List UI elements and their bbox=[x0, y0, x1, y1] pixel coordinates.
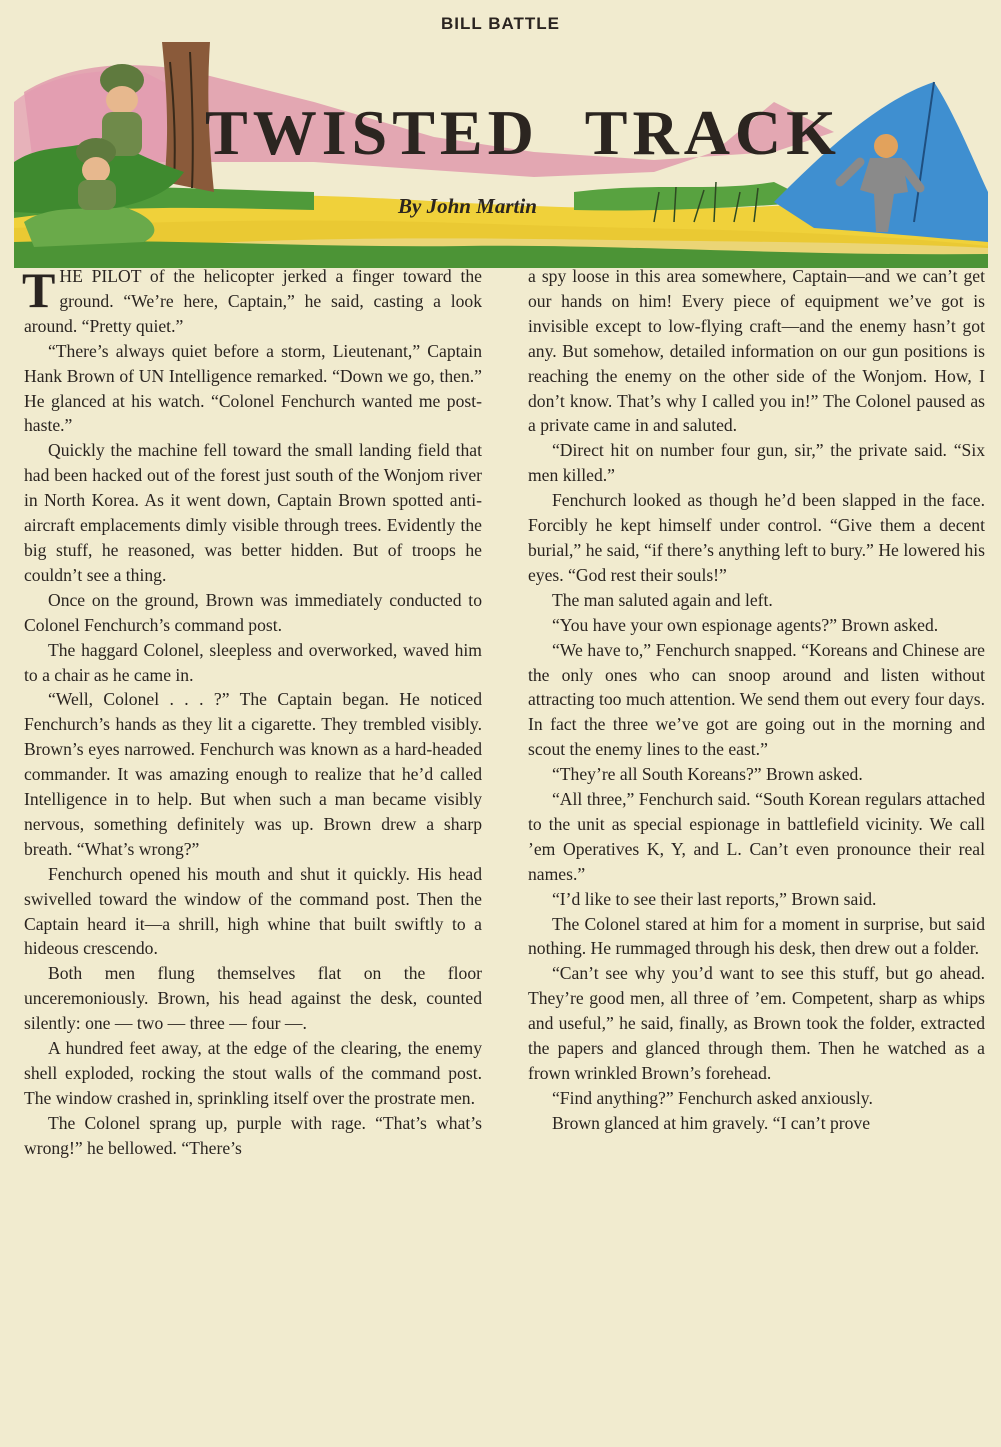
paragraph: “All three,” Fenchurch said. “South Korean regulars attached to the unit as special espionage in battlefield vicinity. We call ’em Operatives K, Y, and L. Can’t even pronounce their real names.” bbox=[528, 789, 985, 884]
paragraph: THE PILOT of the helicopter jerked a finger toward the ground. “We’re here, Captain,” he said, casting a look around. “Pretty quiet.” bbox=[22, 262, 482, 336]
paragraph: Brown glanced at him gravely. “I can’t prove bbox=[552, 1112, 871, 1133]
title-word-2: TRACK bbox=[584, 97, 841, 168]
paragraph: Both men flung themselves flat on the floor unceremoniously. Brown, his head against the desk, counted silently: one — two — three — four —. bbox=[24, 963, 482, 1034]
paragraph: “I’d like to see their last reports,” Brown said. bbox=[552, 888, 877, 909]
story-title bbox=[205, 96, 841, 170]
paragraph: The man saluted again and left. bbox=[552, 589, 773, 610]
paragraph: The Colonel sprang up, purple with rage. “That’s what’s wrong!” he bellowed. “There’s bbox=[24, 1112, 482, 1158]
paragraph: “Can’t see why you’d want to see this stuff, but go ahead. They’re good men, all three of ’em. Competent, sharp as whips and useful,” he said, finally, as Brown took the folder, extracted the papers and glanced through them. Then he watched as a frown wrinkled Brown’s forehead. bbox=[528, 963, 985, 1083]
paragraph: “Find anything?” Fenchurch asked anxiously. bbox=[552, 1087, 873, 1108]
paragraph: Fenchurch looked as though he’d been slapped in the face. Forcibly he kept himself under control. “Give them a decent burial,” he said, “if there’s anything left to bury.” He lowered his eyes. “God rest their souls!” bbox=[528, 490, 985, 585]
paragraph: “There’s always quiet before a storm, Lieutenant,” Captain Hank Brown of UN Intelligence remarked. “Down we go, then.” He glanced at his watch. “Colonel Fenchurch wanted me post-haste.” bbox=[24, 340, 482, 436]
paragraph: a spy loose in this area somewhere, Captain—and we can’t get our hands on him! Every piece of equipment we’ve got is invisible except to low-flying craft—and the enemy hasn’t got any. But somehow, detailed information on our gun positions is reaching the enemy on the other side of the Wonjom. How, I don’t know. That’s why I called you in!” The Colonel paused as a private came in and saluted. bbox=[528, 266, 985, 436]
paragraph: The haggard Colonel, sleepless and overworked, waved him to a chair as he came in. bbox=[24, 639, 482, 685]
paragraph: Once on the ground, Brown was immediately conducted to Colonel Fenchurch’s command post. bbox=[24, 589, 482, 635]
paragraph: “Direct hit on number four gun, sir,” the private said. “Six men killed.” bbox=[528, 440, 985, 486]
title-word-1: TWISTED bbox=[205, 97, 539, 168]
drop-cap: T bbox=[22, 262, 56, 318]
paragraph: “We have to,” Fenchurch snapped. “Koreans and Chinese are the only ones who can snoop around and listen without attracting too much attention. We send them out every four days. In fact the three we’ve got are going out in the morning and scout the enemy lines to the east.” bbox=[528, 639, 985, 760]
paragraph: The Colonel stared at him for a moment in surprise, but said nothing. He rummaged through his desk, then drew out a folder. bbox=[528, 913, 985, 959]
right-column bbox=[528, 264, 985, 1136]
left-column bbox=[24, 264, 482, 1161]
paragraph: Quickly the machine fell toward the small landing field that had been hacked out of the forest just south of the Wonjom river in North Korea. As it went down, Captain Brown spotted anti-aircraft emplacements dimly visible through trees. Evidently the big stuff, he reasoned, was better hidden. But of troops he couldn’t see a thing. bbox=[24, 440, 482, 585]
page-header: BILL BATTLE bbox=[441, 14, 560, 33]
paragraph: A hundred feet away, at the edge of the clearing, the enemy shell exploded, rocking the stout walls of the command post. The window crashed in, sprinkling itself over the prostrate men. bbox=[24, 1038, 482, 1108]
paragraph: “You have your own espionage agents?” Brown asked. bbox=[552, 614, 939, 635]
paragraph: “Well, Colonel . . . ?” The Captain began. He noticed Fenchurch’s hands as they lit a cigarette. They trembled visibly. Brown’s eyes narrowed. Fenchurch was known as a hard-headed commander. It was amazing enough to realize that he’d called Intelligence in to help. But when such a man became visibly nervous, something definitely was up. Brown drew a sharp breath. “What’s wrong?” bbox=[24, 689, 482, 859]
paragraph: Fenchurch opened his mouth and shut it quickly. His head swivelled toward the window of the command post. Then the Captain heard it—a shrill, high whine that built swiftly to a hideous crescendo. bbox=[24, 863, 482, 959]
paragraph: “They’re all South Koreans?” Brown asked. bbox=[552, 764, 863, 785]
byline: By John Martin bbox=[398, 194, 537, 218]
